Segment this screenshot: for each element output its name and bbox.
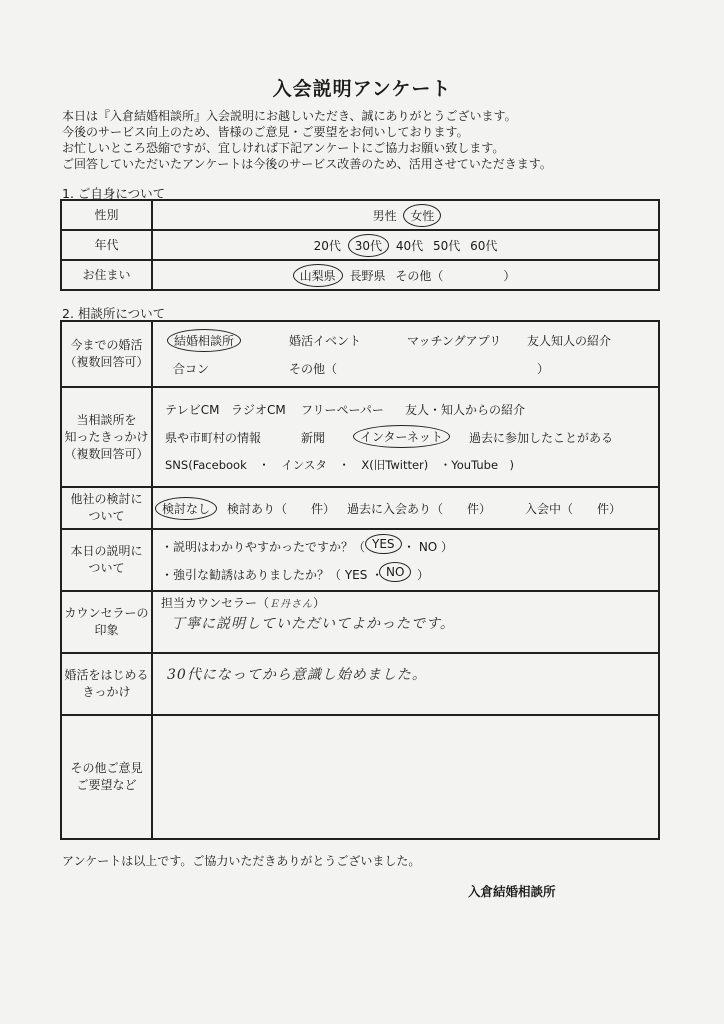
experience-label-line2: （複数回答可）: [64, 355, 149, 369]
gender-row: [61, 200, 659, 230]
experience-agency-option-selected[interactable]: 結婚相談所: [167, 329, 241, 352]
explanation-q1-yes-selected[interactable]: YES: [365, 534, 402, 554]
explanation-label: [61, 529, 152, 591]
intro-line: お忙しいところ恐縮ですが、宜しければ下記アンケートにご協力お願い致します。: [62, 141, 505, 155]
intro-text: [62, 108, 552, 172]
other-agencies-label: [61, 487, 152, 529]
other-agencies-past-option[interactable]: 過去に入会あり（ 件）: [347, 502, 492, 516]
counselor-handwritten-answer: 丁寧に説明していただいてよかったです。: [171, 616, 455, 632]
other-row: [61, 715, 659, 839]
other-agencies-options: [152, 487, 659, 529]
experience-friend-option[interactable]: 友人知人の紹介: [527, 334, 612, 348]
other-agencies-current-option[interactable]: 入会中（ 件）: [525, 502, 622, 516]
age-row: [61, 230, 659, 260]
experience-label: [61, 321, 152, 387]
experience-event-option[interactable]: 婚活イベント: [289, 334, 362, 348]
counselor-row: [61, 591, 659, 653]
experience-other-close: ）: [537, 362, 550, 376]
age-label: 年代: [61, 230, 152, 260]
explanation-q1: ・説明はわかりやすかったですか？（: [161, 540, 366, 554]
footer-text: アンケートは以上です。ご協力いただきありがとうございました。: [62, 854, 421, 868]
gender-label: 性別: [61, 200, 152, 230]
start-label-line1: 婚活をはじめる: [64, 668, 149, 682]
experience-app-option[interactable]: マッチングアプリ: [407, 334, 502, 348]
explanation-row: [61, 529, 659, 591]
page-title: 入会説明アンケート: [272, 78, 452, 100]
age-20s-option[interactable]: 20代: [313, 238, 341, 253]
trigger-tvcm-option[interactable]: テレビCM: [165, 403, 220, 417]
trigger-label-line1: 当相談所を: [76, 412, 137, 427]
residence-other-text: その他（: [395, 268, 444, 283]
other-agencies-considered-option[interactable]: 検討あり（ 件）: [227, 502, 336, 516]
start-label-line2: きっかけ: [82, 685, 131, 699]
counselor-printed-close: ）: [313, 596, 326, 610]
gender-options: [152, 200, 659, 230]
trigger-municipal-option[interactable]: 県や市町村の情報: [165, 431, 262, 445]
experience-other-option[interactable]: その他（: [289, 362, 338, 376]
start-row: [61, 653, 659, 715]
start-answer[interactable]: [152, 653, 659, 715]
intro-line: 今後のサービス向上のため、皆様のご意見・ご要望をお伺いしております。: [62, 125, 469, 139]
trigger-label-line3: （複数回答可）: [64, 446, 149, 461]
explanation-q2-close: ）: [417, 568, 430, 582]
other-agencies-row: [61, 487, 659, 529]
counselor-name-handwritten: Ｅ丹さん: [269, 599, 314, 610]
trigger-radiocm-option[interactable]: ラジオCM: [231, 403, 286, 417]
other-label-line1: その他ご意見: [70, 761, 143, 775]
other-agencies-label-line2: ついて: [88, 509, 125, 523]
experience-label-line1: 今までの婚活: [70, 338, 143, 352]
age-50s-option[interactable]: 50代: [432, 238, 461, 253]
explanation-label-line1: 本日の説明に: [70, 544, 143, 558]
other-agencies-label-line1: 他社の検討に: [70, 492, 143, 506]
counselor-answer[interactable]: [152, 591, 659, 653]
trigger-friend-option[interactable]: 友人・知人からの紹介: [405, 403, 526, 417]
trigger-row: [61, 387, 659, 487]
residence-other-close: ）: [503, 268, 516, 283]
counselor-label-line1: カウンセラーの: [64, 606, 149, 620]
trigger-freepaper-option[interactable]: フリーペーパー: [301, 403, 384, 417]
counselor-label-line2: 印象: [94, 623, 119, 637]
residence-nagano-option[interactable]: 長野県: [349, 268, 386, 283]
trigger-label: [61, 387, 152, 487]
section2-table: [60, 320, 660, 840]
trigger-past-option[interactable]: 過去に参加したことがある: [469, 431, 614, 445]
other-label: [61, 715, 152, 839]
age-30s-option-selected[interactable]: 30代: [348, 234, 389, 257]
experience-goukon-option[interactable]: 合コン: [173, 362, 210, 376]
intro-line: ご回答していただいたアンケートは今後のサービス改善のため、活用させていただきます。: [62, 157, 552, 171]
section1-heading: 1. ご自身について: [62, 186, 166, 201]
explanation-questions: [152, 529, 659, 591]
office-name: 入倉結婚相談所: [468, 884, 556, 899]
age-40s-option[interactable]: 40代: [395, 238, 424, 253]
trigger-label-line2: 知ったきっかけ: [64, 429, 149, 444]
age-60s-option[interactable]: 60代: [470, 238, 498, 253]
gender-male-option[interactable]: 男性: [372, 208, 397, 223]
section1-table: [60, 199, 660, 291]
intro-line: 本日は『入倉結婚相談所』入会説明にお越しいただき、誠にありがとうございます。: [62, 109, 517, 123]
explanation-q2-no-selected[interactable]: NO: [379, 562, 411, 582]
trigger-internet-option-selected[interactable]: インターネット: [353, 425, 450, 448]
age-options: [152, 230, 659, 260]
residence-yamanashi-option-selected[interactable]: 山梨県: [293, 264, 343, 287]
residence-options: [152, 260, 659, 290]
residence-label: お住まい: [61, 260, 152, 290]
experience-row: [61, 321, 659, 387]
counselor-label: [61, 591, 152, 653]
other-answer-box[interactable]: [152, 715, 659, 839]
start-label: [61, 653, 152, 715]
other-agencies-none-option-selected[interactable]: 検討なし: [155, 497, 217, 520]
explanation-label-line2: ついて: [88, 561, 125, 575]
trigger-options: [152, 387, 659, 487]
residence-row: [61, 260, 659, 290]
experience-options: [152, 321, 659, 387]
explanation-q2: ・強引な勧誘はありましたか？（ YES ・: [161, 568, 384, 582]
explanation-q1-no[interactable]: ・ NO ）: [403, 540, 454, 554]
trigger-sns-option[interactable]: SNS(Facebook ・ インスタ ・ X(旧Twitter) ・YouTube ): [165, 458, 515, 472]
trigger-newspaper-option[interactable]: 新聞: [301, 431, 326, 445]
section2-heading: 2. 相談所について: [62, 306, 166, 321]
residence-other-option[interactable]: [392, 266, 518, 285]
gender-female-option-selected[interactable]: 女性: [403, 204, 441, 227]
counselor-printed: 担当カウンセラー（: [161, 596, 270, 610]
start-handwritten-answer: 30代になってから意識し始めました。: [167, 667, 427, 683]
other-label-line2: ご要望など: [76, 778, 137, 792]
